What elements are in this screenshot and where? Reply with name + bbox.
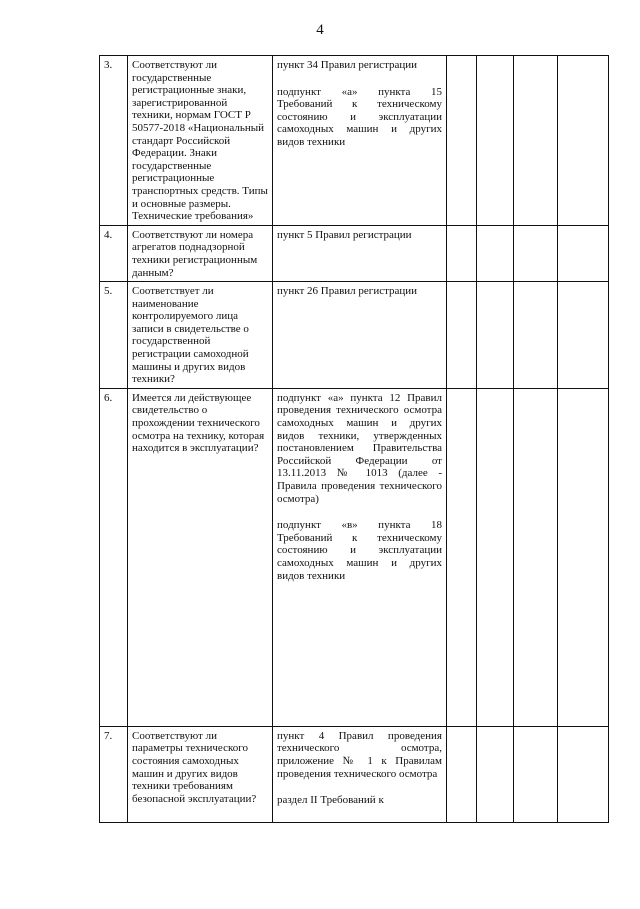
answer-cell	[514, 282, 558, 389]
requirement-text: пункт 26 Правил регистрации	[277, 285, 418, 298]
requirement-text: подпункт «а» пункта 15 Требований к техническому состоянию и эксплуатации самоходных машин и других видов техники	[277, 85, 442, 148]
question-cell: Соответствуют ли параметры технического состояния самоходных машин и других видов техники требованиям безопасной эксплуатации?	[128, 726, 273, 822]
answer-cell	[477, 388, 514, 726]
requirements-cell	[273, 388, 447, 726]
table-row	[100, 56, 609, 226]
page-number: 4	[316, 22, 324, 38]
requirement-text: пункт 5 Правил регистрации	[277, 228, 412, 241]
requirement-text: подпункт «в» пункта 18 Требований к техническому состоянию и эксплуатации самоходных машин и других видов техники	[277, 519, 442, 582]
requirements-cell	[273, 726, 447, 822]
answer-cell	[558, 726, 609, 822]
table-row	[100, 282, 609, 389]
requirements-cell	[273, 56, 447, 226]
requirements-cell	[273, 282, 447, 389]
question-cell: Соответствует ли наименование контролируемого лица записи в свидетельстве о государственной регистрации самоходной машины и других видов техники?	[128, 282, 273, 389]
checklist-table	[99, 55, 609, 823]
answer-cell	[514, 56, 558, 226]
row-number: 3.	[100, 56, 128, 226]
answer-cell	[514, 225, 558, 281]
answer-cell	[447, 225, 477, 281]
answer-cell	[514, 388, 558, 726]
requirement-text: пункт 4 Правил проведения технического осмотра, приложение № 1 к Правилам проведения технического осмотра	[277, 729, 442, 780]
answer-cell	[477, 726, 514, 822]
answer-cell	[558, 388, 609, 726]
table-row	[100, 388, 609, 726]
answer-cell	[447, 388, 477, 726]
row-number: 4.	[100, 225, 128, 281]
row-number: 7.	[100, 726, 128, 822]
answer-cell	[558, 56, 609, 226]
question-cell: Имеется ли действующее свидетельство о прохождении технического осмотра на технику, которая находится в эксплуатации?	[128, 388, 273, 726]
requirements-cell	[273, 225, 447, 281]
answer-cell	[447, 282, 477, 389]
answer-cell	[477, 225, 514, 281]
answer-cell	[447, 56, 477, 226]
row-number: 5.	[100, 282, 128, 389]
requirement-text: пункт 34 Правил регистрации	[277, 59, 418, 71]
answer-cell	[558, 282, 609, 389]
requirement-text: подпункт «а» пункта 12 Правил проведения технического осмотра самоходных машин и других видов техники, утвержденных постановлением Правительства Российской Федерации от 13.11.2013 № 1013 (далее - Правила проведения технического осмотра)	[277, 391, 442, 505]
answer-cell	[447, 726, 477, 822]
answer-cell	[514, 726, 558, 822]
question-cell: Соответствуют ли государственные регистрационные знаки, зарегистрированной техники, нормам ГОСТ Р 50577-2018 «Национальный стандарт Российской Федерации. Знаки государственные регистрационные транспортных средств. Типы и основные размеры. Технические требования»	[128, 56, 273, 226]
answer-cell	[558, 225, 609, 281]
requirement-text: раздел II Требований к	[277, 794, 384, 807]
question-cell: Соответствуют ли номера агрегатов поднадзорной техники регистрационным данным?	[128, 225, 273, 281]
table-row	[100, 726, 609, 822]
answer-cell	[477, 282, 514, 389]
answer-cell	[477, 56, 514, 226]
table-row	[100, 225, 609, 281]
row-number: 6.	[100, 388, 128, 726]
